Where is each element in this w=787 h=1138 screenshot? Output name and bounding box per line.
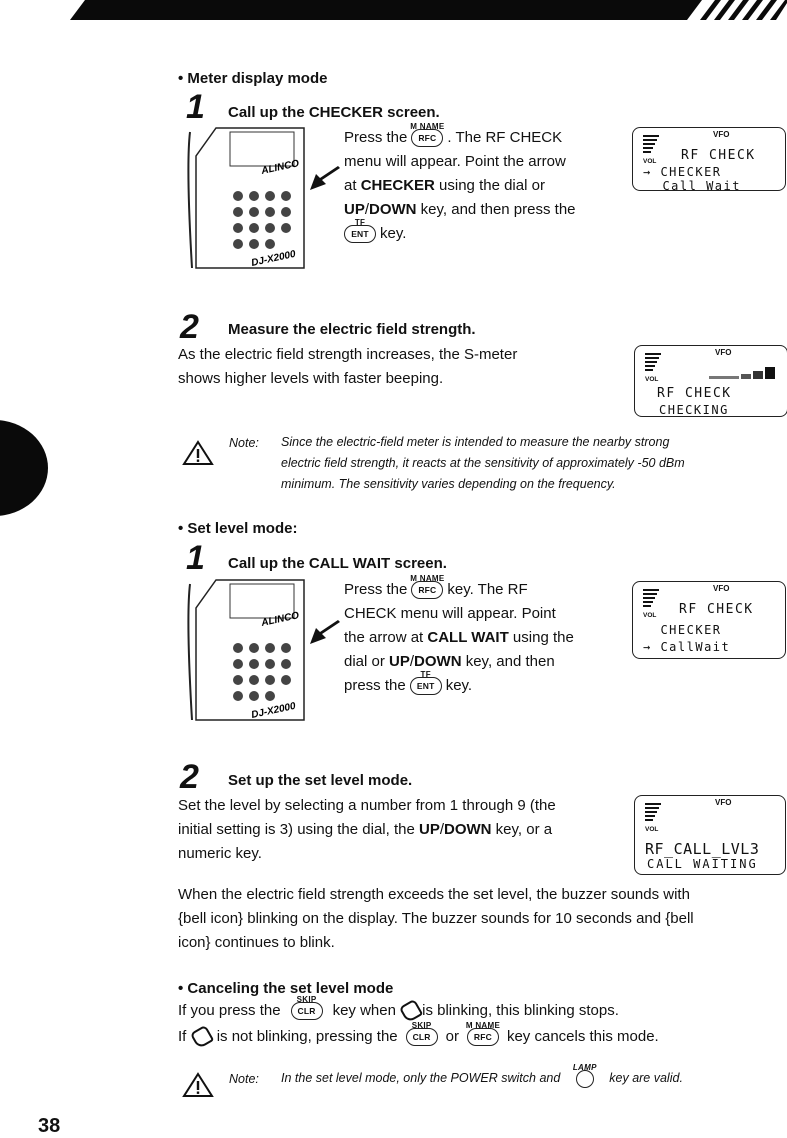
bell-icon — [189, 1025, 214, 1050]
chapter-side-tab — [0, 420, 48, 516]
clr-key-icon: SKIP CLR — [291, 1002, 323, 1020]
meter-step1-text-1: Press the — [344, 129, 408, 146]
rfc-key-icon: M NAME RFC — [411, 129, 443, 147]
page-number: 38 — [38, 1115, 61, 1137]
setlevel-step2-title: Set up the set level mode. — [228, 772, 413, 789]
ent-key-icon: TF ENT — [410, 677, 442, 695]
set-level-heading: • Set level mode: — [178, 520, 298, 537]
radio-model-label: DJ-X2000 — [250, 700, 297, 721]
radio-illustration — [186, 578, 306, 723]
rfc-key-icon: M NAME RFC — [467, 1028, 499, 1046]
header-stripe-bar — [70, 0, 787, 20]
radio-brand-logo: ALINCO — [260, 610, 301, 629]
lcd-callwait-screen: VFO VOL RF CHECK CHECKER → CallWait — [632, 581, 786, 659]
meter-note-line-1: Since the electric-field meter is intended to measure the nearby strong — [281, 435, 670, 449]
lcd-checker-screen: VFO VOL RF CHECK → CHECKER Call Wait — [632, 127, 786, 191]
meter-step1-text-3: menu will appear. Point the arrow — [344, 153, 566, 170]
lamp-key-icon: LAMP — [576, 1070, 594, 1088]
pointer-arrow-icon — [310, 620, 342, 646]
meter-step2-number: 2 — [180, 308, 199, 346]
radio-illustration — [186, 126, 306, 271]
meter-note-line-3: minimum. The sensitivity varies depending on the frequency. — [281, 477, 616, 491]
meter-step2-text-2: shows higher levels with faster beeping. — [178, 370, 444, 387]
rfc-key-icon: M NAME RFC — [411, 581, 443, 599]
meter-step2-text-1: As the electric field strength increases, the S-meter — [178, 346, 518, 363]
radio-brand-logo: ALINCO — [260, 158, 301, 177]
setlevel-step2-number: 2 — [180, 758, 199, 796]
caution-icon — [182, 440, 214, 466]
meter-step2-title: Measure the electric field strength. — [228, 321, 476, 338]
meter-mode-heading: • Meter display mode — [178, 70, 328, 87]
cancel-note-label: Note: — [229, 1072, 259, 1086]
lcd-checking-screen: VFO VOL RF CHECK CHECKING — [634, 345, 787, 417]
setlevel-step1-number: 1 — [186, 539, 205, 577]
s-meter-graph — [709, 366, 777, 380]
ent-key-icon: TF ENT — [344, 225, 376, 243]
setlevel-para-line-1: When the electric field strength exceeds the set level, the buzzer sounds with — [178, 886, 690, 903]
caution-icon — [182, 1072, 214, 1098]
cancel-heading: • Canceling the set level mode — [178, 980, 394, 997]
clr-key-icon: SKIP CLR — [406, 1028, 438, 1046]
setlevel-para-line-3: icon} continues to blink. — [178, 934, 335, 951]
setlevel-para-line-2: {bell icon} blinking on the display. The buzzer sounds for 10 seconds and {bell — [178, 910, 694, 927]
meter-note-label: Note: — [229, 436, 259, 450]
radio-model-label: DJ-X2000 — [250, 248, 297, 269]
setlevel-step1-title: Call up the CALL WAIT screen. — [228, 555, 447, 572]
meter-step1-number: 1 — [186, 88, 205, 126]
lcd-call-level-screen: VFO VOL RF_CALL_LVL3 CALL WAITING — [634, 795, 786, 875]
meter-step1-title: Call up the CHECKER screen. — [228, 104, 440, 121]
meter-note-line-2: electric field strength, it reacts at the sensitivity of approximately -50 dBm — [281, 456, 685, 470]
pointer-arrow-icon — [310, 166, 342, 192]
